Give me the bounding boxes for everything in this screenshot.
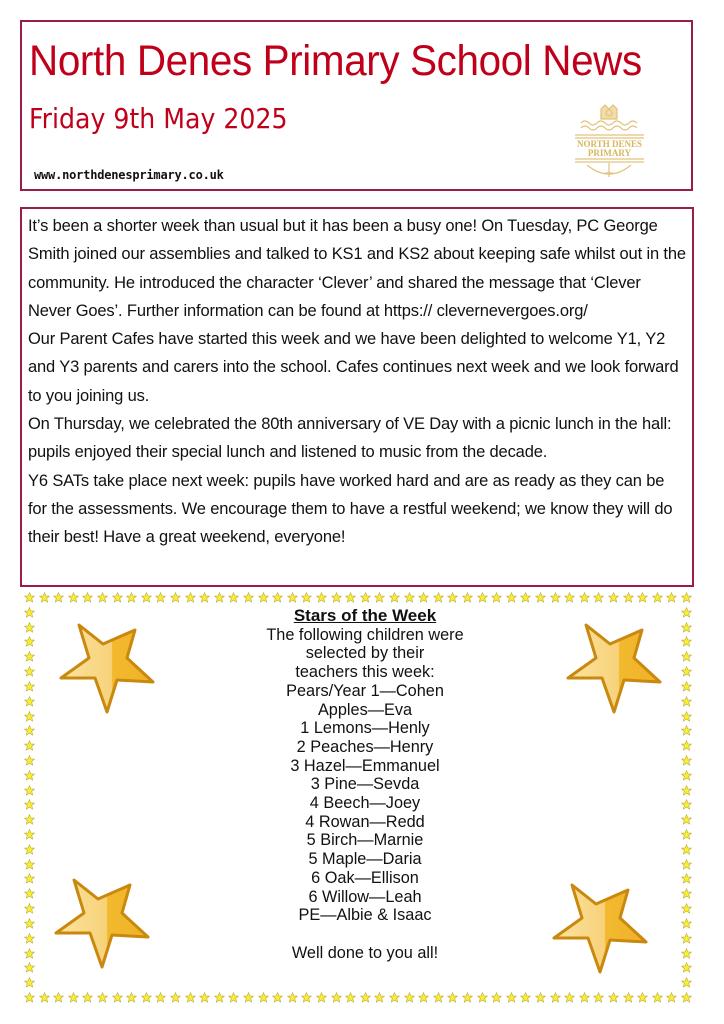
border-star-icon [24, 785, 35, 796]
award-item: 5 Maple—Daria [308, 850, 422, 869]
star-icon [550, 880, 650, 975]
border-star-icon [39, 992, 50, 1003]
border-star-icon [112, 992, 123, 1003]
border-star-icon [155, 992, 166, 1003]
border-star-icon [550, 592, 561, 603]
border-star-icon [681, 740, 692, 751]
border-star-icon [681, 873, 692, 884]
star-icon [52, 875, 152, 970]
border-star-icon [126, 992, 137, 1003]
article-paragraph: On Thursday, we celebrated the 80th anniversary of VE Day with a picnic lunch in the hall: pupils enjoyed their special lunch and listened to music from the decade. [28, 415, 672, 462]
border-star-icon [24, 607, 35, 618]
border-star-icon [681, 933, 692, 944]
border-star-icon [491, 592, 502, 603]
border-star-icon [24, 740, 35, 751]
border-star-icon [24, 799, 35, 810]
intro-line: The following children were [266, 625, 464, 644]
border-star-icon [520, 592, 531, 603]
border-star-icon [331, 592, 342, 603]
border-star-icon [287, 592, 298, 603]
border-star-icon [155, 592, 166, 603]
border-star-icon [608, 592, 619, 603]
border-star-icon [68, 992, 79, 1003]
border-star-icon [345, 992, 356, 1003]
star-icon [564, 620, 664, 715]
border-star-icon [53, 592, 64, 603]
award-item: 2 Peaches—Henry [296, 737, 434, 756]
border-star-icon [550, 992, 561, 1003]
border-star-icon [170, 992, 181, 1003]
border-star-icon [447, 992, 458, 1003]
stars-of-the-week-section [20, 590, 704, 1006]
intro-line: teachers this week: [295, 663, 435, 682]
border-star-icon [199, 992, 210, 1003]
border-star-icon [681, 962, 692, 973]
award-item: 6 Willow—Leah [308, 887, 422, 906]
border-star-icon [506, 592, 517, 603]
border-star-icon [404, 592, 415, 603]
award-item: 3 Hazel—Emmanuel [290, 756, 440, 775]
border-star-icon [258, 992, 269, 1003]
star-icon [57, 620, 157, 715]
border-star-icon [272, 592, 283, 603]
border-star-icon [24, 918, 35, 929]
border-star-icon [141, 592, 152, 603]
border-star-icon [564, 992, 575, 1003]
border-star-icon [579, 992, 590, 1003]
border-star-icon [623, 592, 634, 603]
border-star-icon [681, 829, 692, 840]
border-star-icon [170, 592, 181, 603]
border-star-icon [637, 592, 648, 603]
border-star-icon [24, 681, 35, 692]
award-item: 4 Beech—Joey [309, 794, 421, 813]
border-star-icon [24, 755, 35, 766]
border-star-icon [24, 770, 35, 781]
article-paragraph: It’s been a shorter week than usual but it has been a busy one! On Tuesday, PC George Smith joined our assemblies and talked to KS1 and KS2 about keeping safe whilst out in the community. He introduced the character ‘Clever’ and shared the message that ‘Clever Never Goes’. Further information can be found at https:// clevernevergoes.org/ [28, 217, 686, 320]
border-star-icon [331, 992, 342, 1003]
border-star-icon [301, 592, 312, 603]
border-star-icon [681, 622, 692, 633]
border-star-icon [24, 992, 35, 1003]
school-crest-icon [567, 97, 652, 187]
border-star-icon [374, 592, 385, 603]
border-star-icon [506, 992, 517, 1003]
border-star-icon [24, 888, 35, 899]
news-article [20, 207, 694, 587]
border-star-icon [681, 681, 692, 692]
border-star-icon [24, 859, 35, 870]
border-star-icon [623, 992, 634, 1003]
border-star-icon [228, 592, 239, 603]
border-star-icon [418, 592, 429, 603]
border-star-icon [681, 592, 692, 603]
border-star-icon [185, 592, 196, 603]
border-star-icon [681, 918, 692, 929]
border-star-icon [535, 592, 546, 603]
award-item: 5 Birch—Marnie [306, 831, 424, 850]
award-item: 6 Oak—Ellison [311, 868, 419, 887]
border-star-icon [112, 592, 123, 603]
website-link[interactable]: www.northdenesprimary.co.uk [34, 168, 224, 182]
award-item: 4 Rowan—Redd [305, 812, 425, 831]
border-star-icon [141, 992, 152, 1003]
border-star-icon [24, 696, 35, 707]
border-star-icon [433, 992, 444, 1003]
border-star-icon [24, 814, 35, 825]
border-star-icon [97, 592, 108, 603]
border-star-icon [82, 592, 93, 603]
border-star-icon [462, 592, 473, 603]
border-star-icon [404, 992, 415, 1003]
border-star-icon [24, 873, 35, 884]
logo-text-line1: NORTH DENES [577, 139, 642, 149]
border-star-icon [24, 829, 35, 840]
border-star-icon [374, 992, 385, 1003]
border-star-icon [24, 711, 35, 722]
article-paragraph: Our Parent Cafes have started this week and we have been delighted to welcome Y1, Y2 and Y3 parents and carers into the school. Cafes continues next week and we look forward to you joining us. [28, 330, 679, 405]
border-star-icon [214, 592, 225, 603]
border-star-icon [243, 992, 254, 1003]
border-star-icon [681, 844, 692, 855]
border-star-icon [97, 992, 108, 1003]
border-star-icon [68, 592, 79, 603]
border-star-icon [214, 992, 225, 1003]
border-star-icon [258, 592, 269, 603]
border-star-icon [681, 785, 692, 796]
award-item: Pears/Year 1—Cohen [286, 681, 444, 700]
border-star-icon [681, 770, 692, 781]
border-star-icon [681, 799, 692, 810]
border-star-icon [316, 992, 327, 1003]
border-star-icon [24, 666, 35, 677]
border-star-icon [272, 992, 283, 1003]
border-star-icon [681, 903, 692, 914]
newsletter-date: Friday 9th May 2025 [29, 102, 288, 135]
border-star-icon [681, 636, 692, 647]
border-star-icon [652, 592, 663, 603]
border-star-icon [681, 607, 692, 618]
border-star-icon [681, 711, 692, 722]
border-star-icon [360, 592, 371, 603]
border-star-icon [389, 992, 400, 1003]
intro-line: selected by their [305, 644, 425, 663]
border-star-icon [24, 844, 35, 855]
border-star-icon [579, 592, 590, 603]
border-star-icon [287, 992, 298, 1003]
border-star-icon [681, 948, 692, 959]
border-star-icon [24, 948, 35, 959]
border-star-icon [681, 888, 692, 899]
border-star-icon [608, 992, 619, 1003]
border-star-icon [593, 592, 604, 603]
article-paragraph: Y6 SATs take place next week: pupils have worked hard and are as ready as they can be for the assessments. We encourage them to have a restful weekend; we know they will do their best! Have a great weekend, everyone! [28, 471, 673, 547]
border-star-icon [447, 592, 458, 603]
border-star-icon [681, 651, 692, 662]
border-star-icon [199, 592, 210, 603]
award-item: 1 Lemons—Henly [300, 719, 430, 738]
border-star-icon [24, 977, 35, 988]
border-star-icon [666, 992, 677, 1003]
border-star-icon [681, 666, 692, 677]
border-star-icon [24, 962, 35, 973]
border-star-icon [681, 814, 692, 825]
border-star-icon [535, 992, 546, 1003]
border-star-icon [666, 592, 677, 603]
border-star-icon [24, 933, 35, 944]
award-item: Apples—Eva [317, 700, 413, 719]
border-star-icon [24, 725, 35, 736]
section-heading: Stars of the Week [293, 606, 437, 625]
border-star-icon [301, 992, 312, 1003]
border-star-icon [24, 592, 35, 603]
border-star-icon [360, 992, 371, 1003]
border-star-icon [345, 592, 356, 603]
border-star-icon [652, 992, 663, 1003]
border-star-icon [681, 755, 692, 766]
border-star-icon [433, 592, 444, 603]
newsletter-header [20, 20, 693, 191]
logo-text-line2: PRIMARY [587, 148, 632, 158]
border-star-icon [243, 592, 254, 603]
closing-message: Well done to you all! [291, 943, 439, 962]
border-star-icon [637, 992, 648, 1003]
border-star-icon [126, 592, 137, 603]
border-star-icon [418, 992, 429, 1003]
border-star-icon [681, 859, 692, 870]
border-star-icon [316, 592, 327, 603]
border-star-icon [24, 651, 35, 662]
border-star-icon [53, 992, 64, 1003]
award-item: 3 Pine—Sevda [310, 775, 420, 794]
border-star-icon [564, 592, 575, 603]
border-star-icon [82, 992, 93, 1003]
border-star-icon [681, 977, 692, 988]
border-star-icon [228, 992, 239, 1003]
border-star-icon [389, 592, 400, 603]
border-star-icon [24, 636, 35, 647]
border-star-icon [24, 903, 35, 914]
border-star-icon [681, 696, 692, 707]
border-star-icon [39, 592, 50, 603]
border-star-icon [477, 592, 488, 603]
stars-of-the-week-list [250, 607, 480, 962]
border-star-icon [491, 992, 502, 1003]
border-star-icon [593, 992, 604, 1003]
border-star-icon [681, 992, 692, 1003]
border-star-icon [462, 992, 473, 1003]
border-star-icon [185, 992, 196, 1003]
border-star-icon [520, 992, 531, 1003]
border-star-icon [477, 992, 488, 1003]
border-star-icon [681, 725, 692, 736]
newsletter-title: North Denes Primary School News [29, 37, 642, 85]
award-item: PE—Albie & Isaac [298, 906, 432, 925]
border-star-icon [24, 622, 35, 633]
